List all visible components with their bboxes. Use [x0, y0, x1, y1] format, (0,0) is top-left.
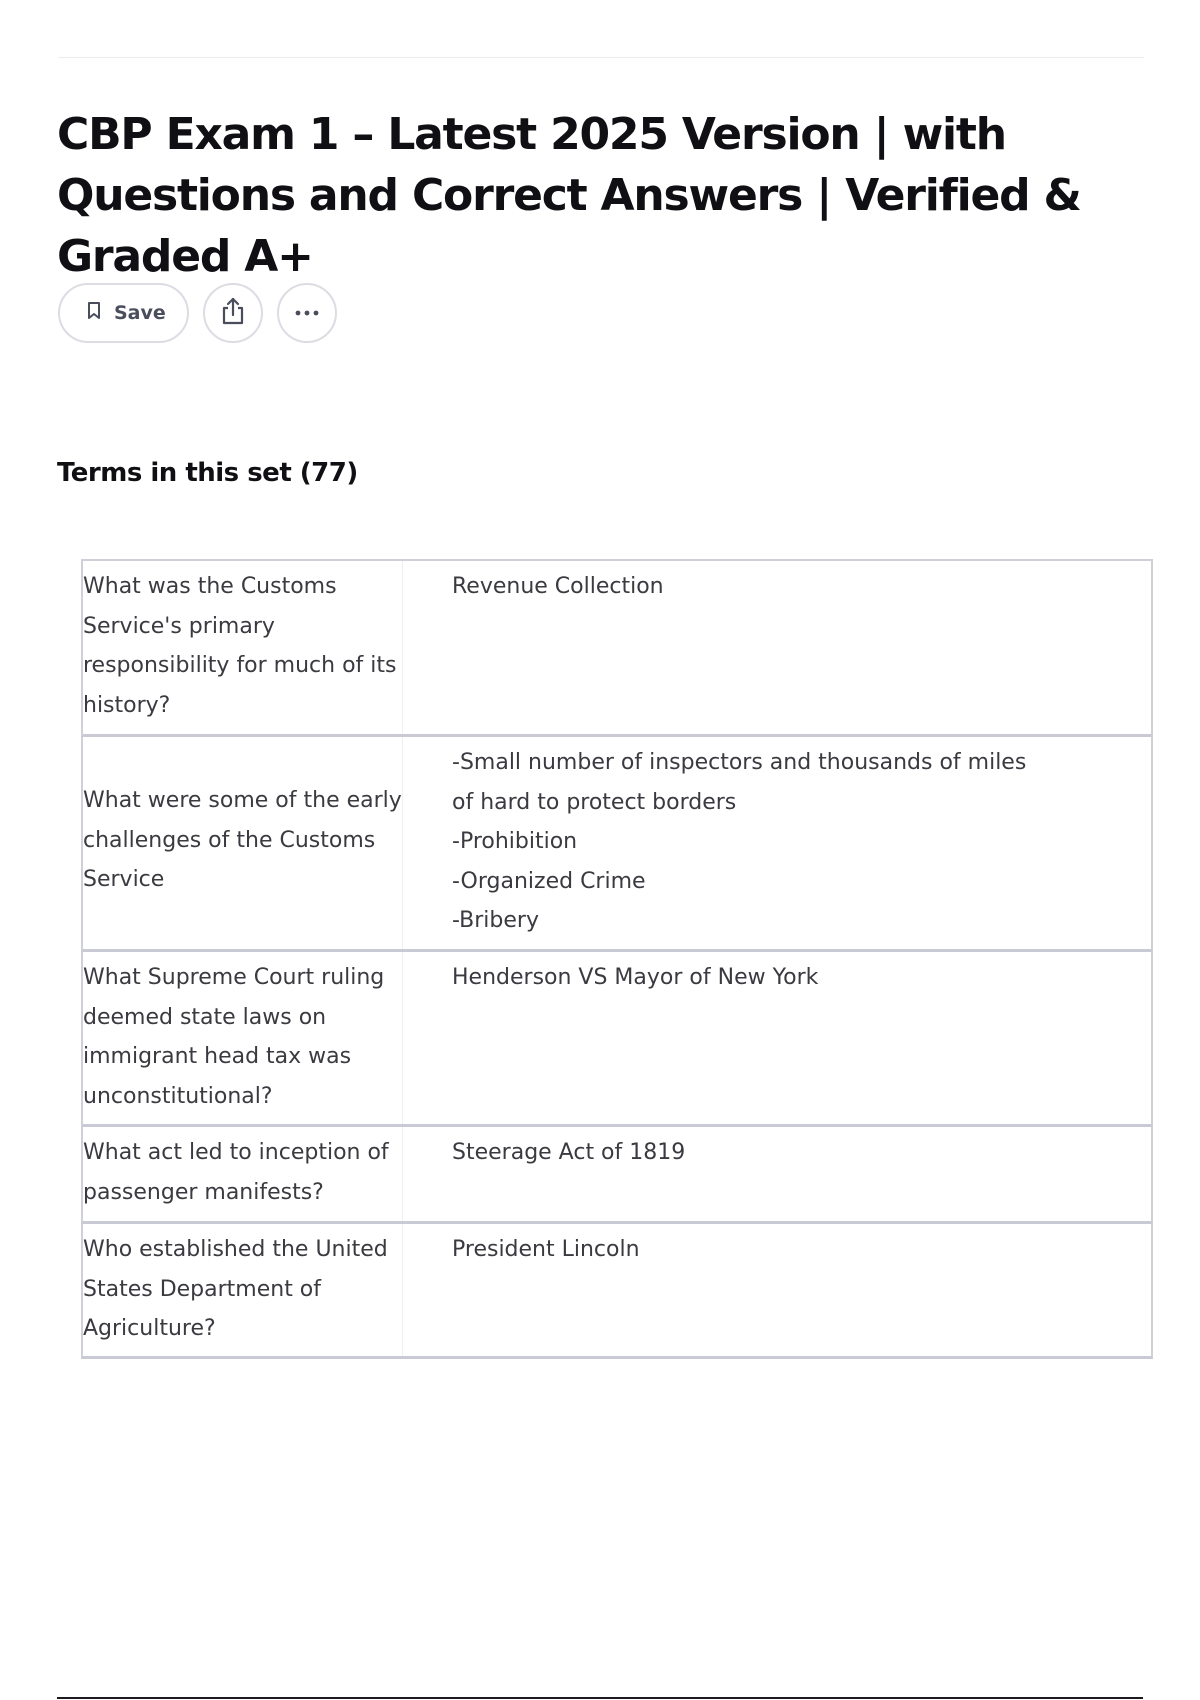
- share-icon: [219, 296, 247, 331]
- answer-line: President Lincoln: [452, 1237, 640, 1262]
- term-answer: [403, 1224, 1151, 1356]
- term-answer: [403, 1127, 1151, 1221]
- term-question: Who established the United States Department of Agriculture?: [83, 1224, 403, 1356]
- action-bar: [58, 283, 337, 343]
- answer-line: -Prohibition: [452, 829, 578, 854]
- term-answer: [403, 737, 1151, 949]
- term-answer: [403, 561, 1151, 734]
- answer-line: Henderson VS Mayor of New York: [452, 965, 819, 990]
- page-title: CBP Exam 1 – Latest 2025 Version | with Questions and Correct Answers | Verified & Graded A+: [57, 109, 1081, 282]
- term-row: [81, 1224, 1153, 1359]
- answer-line: Revenue Collection: [452, 574, 664, 599]
- save-button[interactable]: [58, 283, 189, 343]
- term-answer: [403, 952, 1151, 1124]
- term-row: [81, 1127, 1153, 1224]
- more-icon: [293, 304, 321, 322]
- answer-line: -Organized Crime: [452, 868, 646, 894]
- bookmark-icon: [86, 301, 102, 326]
- term-row: [81, 561, 1153, 737]
- answer-line: -Bribery: [452, 908, 539, 933]
- answer-line: -Small number of inspectors and thousands of miles: [452, 750, 1027, 775]
- terms-heading: Terms in this set (77): [57, 458, 358, 488]
- term-question: What Supreme Court ruling deemed state laws on immigrant head tax was unconstitutional?: [83, 952, 403, 1124]
- terms-table: [81, 559, 1153, 1359]
- bottom-divider: [57, 1697, 1143, 1699]
- term-question: What was the Customs Service's primary responsibility for much of its history?: [83, 561, 403, 734]
- term-question: What act led to inception of passenger manifests?: [83, 1127, 403, 1221]
- share-button[interactable]: [203, 283, 263, 343]
- answer-line: Steerage Act of 1819: [452, 1140, 686, 1165]
- term-question: What were some of the early challenges of the Customs Service: [83, 737, 403, 949]
- more-options-button[interactable]: [277, 283, 337, 343]
- save-label: Save: [114, 302, 166, 324]
- term-row: [81, 737, 1153, 952]
- term-row: [81, 952, 1153, 1127]
- answer-line: of hard to protect borders: [452, 789, 737, 815]
- top-divider: [58, 57, 1144, 58]
